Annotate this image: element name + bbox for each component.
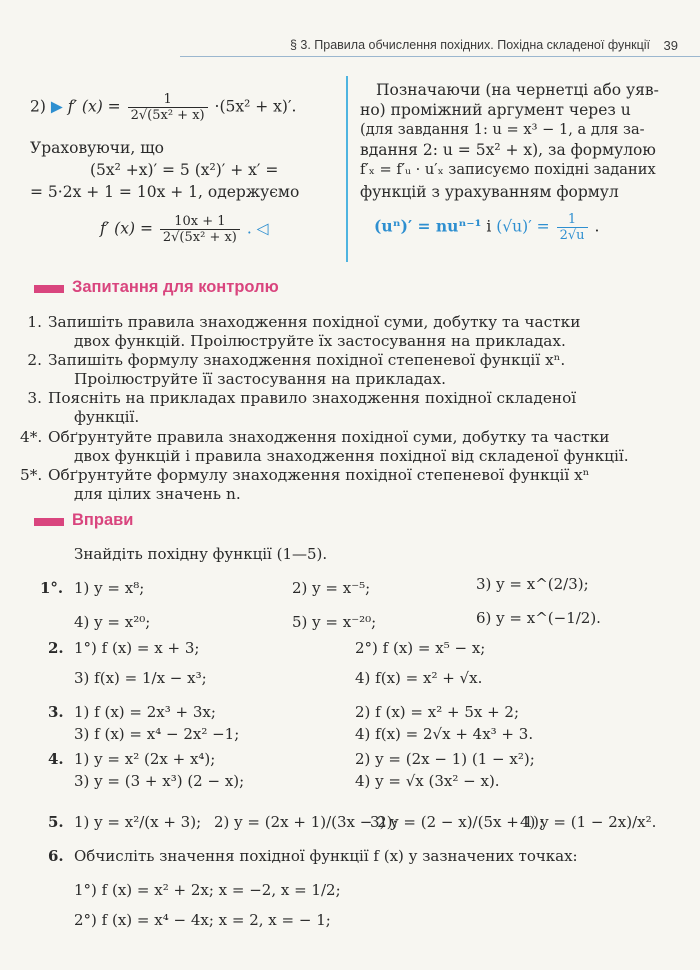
question-item-cont: для цілих значень n. bbox=[74, 485, 241, 503]
note-line: функцій з урахуванням формул bbox=[360, 183, 619, 201]
exercise-part: 3) y = (2 − x)/(5x + 1); bbox=[370, 813, 545, 831]
note-line: f′ₓ = f′ᵤ · u′ₓ записуємо похідні заданих bbox=[360, 161, 656, 178]
exercise-part: 1) y = x² (2x + x⁴); bbox=[74, 750, 216, 768]
exercise-part: 1) y = x²/(x + 3); bbox=[74, 813, 202, 831]
exercise-part: 4) y = √x (3x² − x). bbox=[355, 772, 500, 790]
section-marker bbox=[34, 518, 64, 526]
question-item-cont: Проілюструйте її застосування на прикладах. bbox=[74, 370, 447, 388]
exercise-part: 1) y = x⁸; bbox=[74, 579, 145, 597]
question-item-cont: двох функцій. Проілюструйте їх застосування на прикладах. bbox=[74, 332, 566, 350]
example-line-2: Ураховуючи, що bbox=[30, 139, 164, 157]
question-item-cont: функції. bbox=[74, 408, 140, 426]
fraction: $\frac{1}{\text{2√(5x² + x)}}$ bbox=[128, 92, 208, 123]
exercise-part: 5) y = x⁻²⁰; bbox=[292, 613, 377, 631]
play-triangle-icon: ▶ bbox=[50, 97, 63, 116]
note-line: Позначаючи (на чернетці або уяв- bbox=[376, 81, 659, 99]
section-title-exercises: Вправи bbox=[72, 511, 134, 529]
question-item: 2. Запишіть формулу знаходження похідної степеневої функції xⁿ. bbox=[27, 351, 566, 369]
exercise-part: 3) y = (3 + x³) (2 − x); bbox=[74, 772, 245, 790]
exercise-part: 1°) f (x) = x + 3; bbox=[74, 639, 200, 657]
exercise-part: 1°) f (x) = x² + 2x; x = −2, x = 1/2; bbox=[74, 881, 341, 899]
question-item: 4*. Обґрунтуйте правила знаходження похідної суми, добутку та частки bbox=[20, 428, 610, 446]
exercise-number: 1°. bbox=[40, 579, 64, 597]
exercises-intro: Знайдіть похідну функції (1—5). bbox=[74, 545, 328, 563]
exercise-part: 2) y = x⁻⁵; bbox=[292, 579, 371, 597]
exercise-part: 4) y = (1 − 2x)/x². bbox=[520, 813, 657, 831]
exercise-part: 2) y = (2x − 1) (1 − x²); bbox=[355, 750, 535, 768]
question-item-cont: двох функцій і правила знаходження похідної від складеної функції. bbox=[74, 447, 629, 465]
exercise-part: 2°) f (x) = x⁵ − x; bbox=[355, 639, 486, 657]
note-line: (для завдання 1: u = x³ − 1, а для за- bbox=[360, 121, 645, 138]
exercise-part: 4) f(x) = 2√x + 4x³ + 3. bbox=[355, 725, 534, 743]
note-line: но) проміжний аргумент через u bbox=[360, 101, 631, 119]
exercise-number: 4. bbox=[48, 750, 64, 768]
section-marker bbox=[34, 285, 64, 293]
example-line-5: f′ (x) = $\frac{10x + 1}{\text{2√(5x² + x)}}$ . ◁ bbox=[100, 214, 269, 245]
exercise-part: 3) f (x) = x⁴ − 2x² −1; bbox=[74, 725, 240, 743]
section-title-questions: Запитання для контролю bbox=[72, 278, 279, 296]
sqrt-formula: (√u)′ = bbox=[496, 217, 550, 236]
header-rule bbox=[180, 56, 700, 57]
example-line-1: 2) ▶ f′ (x) = $\frac{1}{\text{2√(5x² + x)}}$ ·(5x² + x)′. bbox=[30, 92, 297, 123]
exercise-part: 3) f(x) = 1/x − x³; bbox=[74, 669, 207, 687]
header-title: § 3. Правила обчислення похідних. Похідна складеної функції bbox=[289, 38, 650, 52]
question-item: 5*. Обґрунтуйте формулу знаходження похідної степеневої функції xⁿ bbox=[20, 466, 590, 484]
page-header bbox=[0, 0, 700, 64]
exercise-number: 5. bbox=[48, 813, 64, 831]
example-line-3: (5x² +x)′ = 5 (x²)′ + x′ = bbox=[90, 161, 279, 179]
exercise-part: 2) f (x) = x² + 5x + 2; bbox=[355, 703, 520, 721]
exercise-number: 6. bbox=[48, 847, 64, 865]
exercise-part: 4) y = x²⁰; bbox=[74, 613, 151, 631]
column-divider bbox=[346, 76, 348, 262]
power-formula: (uⁿ)′ = nuⁿ⁻¹ bbox=[374, 216, 482, 236]
exercise-part: 6) y = x^(−1/2). bbox=[476, 609, 601, 627]
exercise-part: 2°) f (x) = x⁴ − 4x; x = 2, x = − 1; bbox=[74, 911, 331, 929]
exercise-part: 2) y = (2x + 1)/(3x − 2); bbox=[214, 813, 398, 831]
exercise-text: Обчисліть значення похідної функції f (x) у зазначених точках: bbox=[74, 847, 578, 865]
exercise-part: 4) f(x) = x² + √x. bbox=[355, 669, 483, 687]
example-line-4: = 5·2x + 1 = 10x + 1, одержуємо bbox=[30, 183, 300, 201]
page-number: 39 bbox=[663, 38, 678, 53]
exercise-number: 2. bbox=[48, 639, 64, 657]
fraction: $\frac{10x + 1}{\text{2√(5x² + x)}}$ bbox=[160, 214, 240, 245]
question-item: 3. Поясніть на прикладах правило знаходження похідної складеної bbox=[27, 389, 577, 407]
formula-line: (uⁿ)′ = nuⁿ⁻¹ і (√u)′ = $\frac{1}{2√u}$ . bbox=[374, 212, 600, 243]
exercise-part: 3) y = x^(2/3); bbox=[476, 575, 589, 593]
question-item: 1. Запишіть правила знаходження похідної суми, добутку та частки bbox=[27, 313, 581, 331]
note-line: вдання 2: u = 5x² + x), за формулою bbox=[360, 141, 656, 159]
fraction: $\frac{1}{2√u}$ bbox=[557, 212, 588, 243]
exercise-part: 1) f (x) = 2x³ + 3x; bbox=[74, 703, 216, 721]
exercise-number: 3. bbox=[48, 703, 64, 721]
